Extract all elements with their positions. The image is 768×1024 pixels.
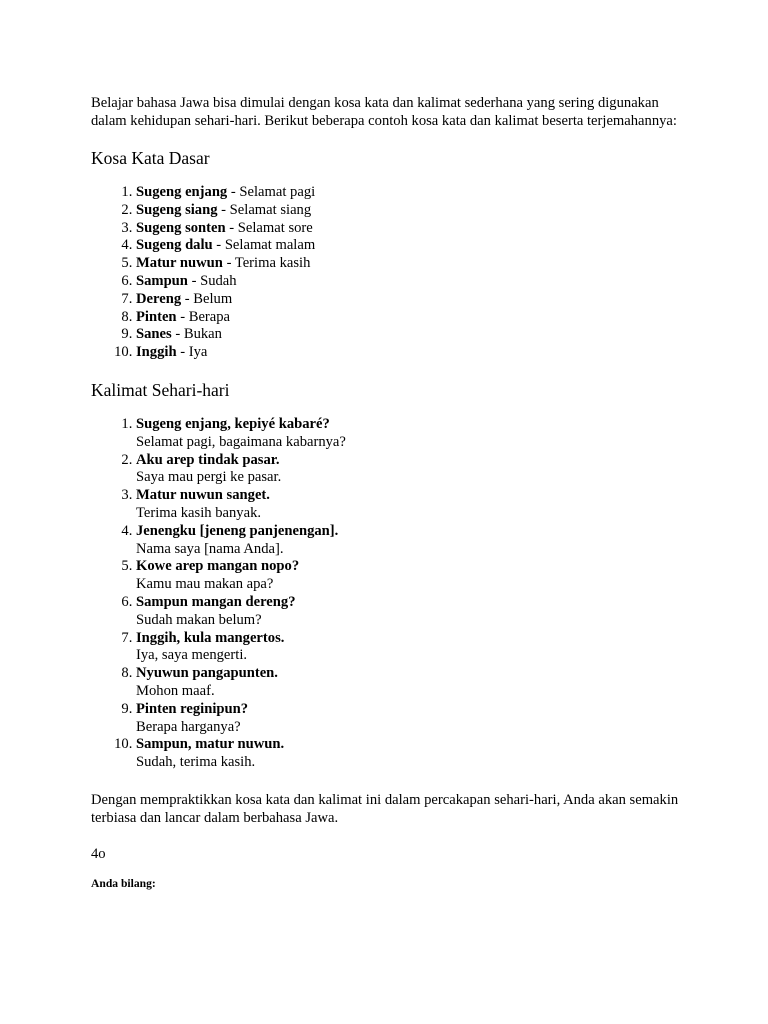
list-item [136,665,691,701]
vocab-meaning: - Terima kasih [222,255,311,272]
list-item [136,220,691,238]
list-item [136,291,691,309]
sentence-translation: Sudah makan belum? [136,611,262,628]
vocab-term: Sugeng enjang [136,184,228,200]
vocab-term: Sampun [136,272,188,289]
prompt-label: Anda bilang: [91,876,156,890]
vocab-meaning: - Iya [176,344,208,361]
intro-paragraph: Belajar bahasa Jawa bisa dimulai dengan kosa kata dan kalimat sederhana yang sering digunakan dalam kehidupan sehari-hari. Berikut beberapa contoh kosa kata dan kalimat beserta terjemahannya: [91,95,677,129]
list-item [136,630,691,666]
sentence-javanese: Nyuwun pangapunten. [136,665,278,682]
sentence-javanese: Matur nuwun sanget. [136,487,270,504]
sentence-javanese: Aku arep tindak pasar. [136,451,280,468]
list-item [136,344,691,362]
vocab-term: Sanes [136,326,172,343]
sentence-javanese: Sampun, matur nuwun. [136,736,285,753]
list-item [136,202,691,220]
vocab-term: Sugeng dalu [136,237,213,254]
list-item [136,523,691,559]
sentence-javanese: Kowe arep mangan nopo? [136,558,300,575]
sentence-javanese: Inggih, kula mangertos. [136,629,285,646]
vocab-term: Pinten [136,308,177,325]
list-item [136,309,691,327]
sentence-javanese: Sampun mangan dereng? [136,593,296,610]
list-item [136,701,691,737]
vocab-meaning: - Selamat sore [225,219,313,236]
vocab-meaning: - Sudah [187,272,237,289]
list-item [136,273,691,291]
list-item [136,558,691,594]
vocab-list [91,184,691,362]
closing-paragraph: Dengan mempraktikkan kosa kata dan kalimat ini dalam percakapan sehari-hari, Anda akan semakin terbiasa dan lancar dalam berbahasa Jawa. [91,791,679,826]
vocab-term: Dereng [136,290,182,307]
list-item [136,736,691,772]
vocab-meaning: - Berapa [176,308,231,325]
sentence-list [91,416,691,772]
sentence-section-title: Kalimat Sehari-hari [91,379,230,400]
list-item [136,594,691,630]
list-item [136,452,691,488]
vocab-term: Inggih [136,344,177,361]
vocab-meaning: - Bukan [171,326,222,343]
sentence-javanese: Pinten reginipun? [136,700,249,717]
list-item [136,487,691,523]
vocab-term: Matur nuwun [136,255,223,272]
sentence-translation: Sudah, terima kasih. [136,754,256,771]
vocab-section-title: Kosa Kata Dasar [91,148,210,168]
vocab-term: Sugeng sonten [136,219,226,236]
sentence-javanese: Sugeng enjang, kepiyé kabaré? [136,415,330,432]
sentence-translation: Terima kasih banyak. [136,504,262,521]
sentence-translation: Selamat pagi, bagaimana kabarnya? [136,433,346,450]
sentence-translation: Nama saya [nama Anda]. [136,540,284,557]
list-item [136,416,691,452]
sentence-javanese: Jenengku [jeneng panjenengan]. [136,522,339,539]
list-item [136,184,691,202]
model-tag: 4o [91,845,106,862]
vocab-meaning: - Selamat siang [217,201,312,218]
sentence-translation: Mohon maaf. [136,682,215,699]
sentence-translation: Iya, saya mengerti. [136,647,248,664]
list-item [136,237,691,255]
vocab-meaning: - Belum [181,290,233,307]
vocab-term: Sugeng siang [136,201,218,218]
sentence-translation: Saya mau pergi ke pasar. [136,469,282,486]
vocab-meaning: - Selamat pagi [227,184,316,200]
list-item [136,255,691,273]
sentence-translation: Berapa harganya? [136,718,241,735]
vocab-meaning: - Selamat malam [212,237,316,254]
sentence-translation: Kamu mau makan apa? [136,576,274,593]
document-page [91,94,691,903]
list-item [136,326,691,344]
